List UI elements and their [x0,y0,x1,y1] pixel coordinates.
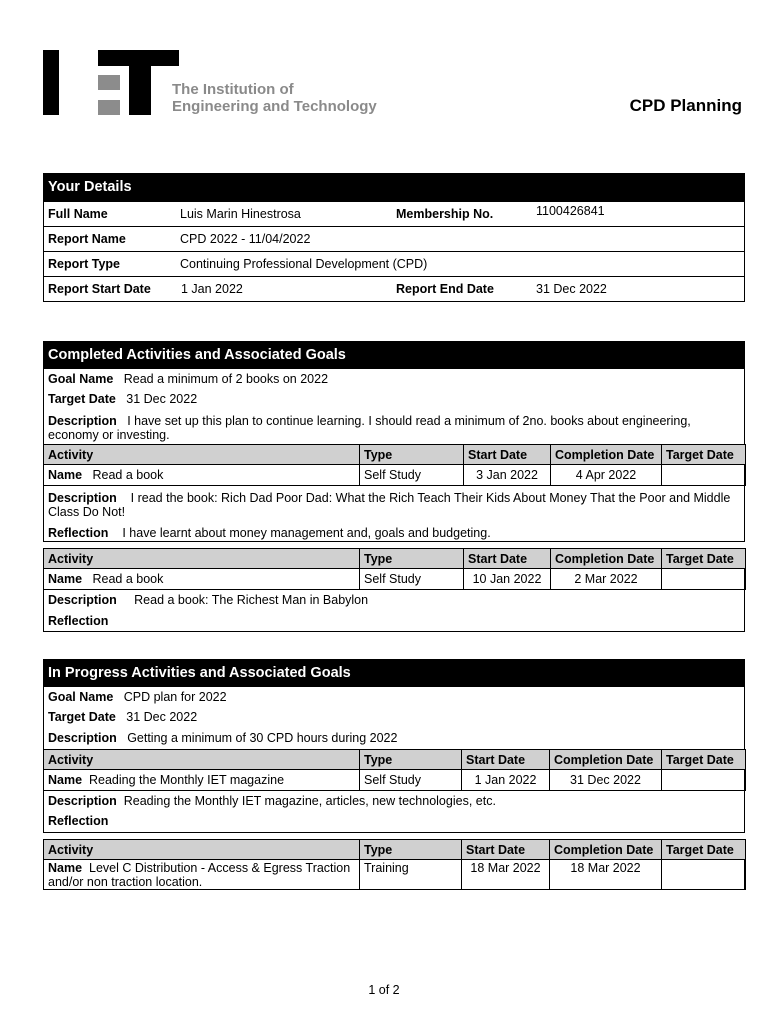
activity-type: Training [360,860,462,890]
field-label: Description [48,593,117,607]
field-label: Goal Name [48,690,114,704]
goal-name-line [44,687,744,707]
field-label: Name [48,773,83,787]
activity-row [44,569,746,590]
col-activity: Activity [44,549,360,569]
activity-type: Self Study [360,569,464,590]
field-label: Membership No. [396,207,494,221]
field-label: Target Date [48,710,116,724]
activity-reflection [48,814,740,828]
activity-name-cell [44,860,360,890]
logo-e-mid [98,75,120,90]
description-value: Reading the Monthly IET magazine, articles, new technologies, etc. [123,794,496,808]
goal-name-value: CPD plan for 2022 [123,690,227,704]
goal-name-line [44,369,744,389]
activity-table [43,839,746,890]
completed-section [43,341,745,632]
in-progress-section [43,659,745,890]
col-target: Target Date [662,549,746,569]
activity-reflection [48,526,740,540]
field-label: Reflection [48,526,109,540]
activity-type: Self Study [360,465,464,486]
field-label: Report Type [48,257,120,271]
activity-target [662,465,746,486]
col-activity: Activity [44,840,360,860]
report-name-value: CPD 2022 - 11/04/2022 [180,232,311,246]
activity-details [43,791,745,833]
activity-name: Level C Distribution - Access & Egress Traction and/or non traction location. [48,861,351,889]
col-target: Target Date [662,750,746,770]
report-dates-row [44,276,744,301]
field-label: Description [48,731,117,745]
activity-name: Read a book [92,572,164,586]
report-end-value: 31 Dec 2022 [536,282,607,296]
activity-header-row [44,840,746,860]
activity-completion: 31 Dec 2022 [550,770,662,791]
activity-start: 18 Mar 2022 [462,860,550,890]
col-completion: Completion Date [551,445,662,465]
activity-target [662,770,746,791]
field-label: Description [48,414,117,428]
activity-details [43,590,745,632]
activity-details [43,486,745,542]
activity-start: 1 Jan 2022 [462,770,550,791]
goal-description [44,728,744,749]
page-number: 1 of 2 [368,983,400,997]
activity-start: 3 Jan 2022 [464,465,551,486]
col-activity: Activity [44,750,360,770]
activity-type: Self Study [360,770,462,791]
col-type: Type [360,445,464,465]
field-label: Name [48,468,83,482]
activity-name-cell [44,770,360,791]
activity-row [44,770,746,791]
logo-e-bottom [98,100,120,115]
activity-table [43,444,746,486]
target-date-value: 31 Dec 2022 [126,392,198,406]
target-date-line [44,707,744,728]
activity-target [662,569,746,590]
activity-name: Reading the Monthly IET magazine [89,773,285,787]
col-completion: Completion Date [551,549,662,569]
col-target: Target Date [662,840,746,860]
section-heading: Completed Activities and Associated Goals [44,342,744,369]
field-label: Report Name [48,232,126,246]
field-label: Reflection [48,814,109,828]
activity-header-row [44,549,746,569]
your-details-section [43,173,745,302]
activity-completion: 2 Mar 2022 [551,569,662,590]
activity-description [48,491,740,519]
full-name-row [44,201,744,226]
org-name-line2: Engineering and Technology [172,98,377,115]
field-label: Name [48,572,83,586]
report-name-row [44,226,744,251]
target-date-line [44,389,744,410]
description-value: Getting a minimum of 30 CPD hours during 2022 [127,731,398,745]
activity-name-cell [44,569,360,590]
activity-row [44,860,746,890]
field-label: Report End Date [396,282,494,296]
membership-value: 1100426841 [536,204,605,218]
activity-start: 10 Jan 2022 [464,569,551,590]
activity-row [44,465,746,486]
document-title: CPD Planning [629,96,742,115]
col-activity: Activity [44,445,360,465]
activity-reflection [48,614,740,628]
col-start: Start Date [464,445,551,465]
col-start: Start Date [462,840,550,860]
activity-name-cell [44,465,360,486]
col-type: Type [360,750,462,770]
field-label: Full Name [48,207,108,221]
activity-table [43,548,746,590]
field-label: Report Start Date [48,282,151,296]
field-label: Description [48,491,117,505]
col-completion: Completion Date [550,750,662,770]
col-start: Start Date [462,750,550,770]
reflection-value: I have learnt about money management and, goals and budgeting. [122,526,491,540]
logo-e-stem [98,50,120,66]
activity-table [43,749,746,791]
goal-description [44,410,744,444]
field-label: Reflection [48,614,109,628]
col-type: Type [360,549,464,569]
full-name-value: Luis Marin Hinestrosa [180,207,301,221]
activity-completion: 18 Mar 2022 [550,860,662,890]
col-start: Start Date [464,549,551,569]
field-label: Goal Name [48,372,114,386]
activity-description [48,794,740,808]
description-value: I have set up this plan to continue learning. I should read a minimum of 2no. books about engineering, economy or investing. [48,414,691,442]
goal-name-value: Read a minimum of 2 books on 2022 [123,372,329,386]
target-date-value: 31 Dec 2022 [126,710,198,724]
logo-i-bar [43,50,59,115]
activity-header-row [44,750,746,770]
section-heading: Your Details [44,174,744,201]
activity-target [662,860,746,890]
col-target: Target Date [662,445,746,465]
logo-t-stem [129,50,151,115]
field-label: Description [48,794,117,808]
report-type-row [44,251,744,276]
activity-name: Read a book [92,468,164,482]
field-label: Name [48,861,83,875]
activity-header-row [44,445,746,465]
report-type-value: Continuing Professional Development (CPD) [180,257,428,271]
org-name [172,81,377,115]
iet-logo [43,50,388,116]
org-name-line1: The Institution of [172,81,294,98]
col-completion: Completion Date [550,840,662,860]
activity-completion: 4 Apr 2022 [551,465,662,486]
report-start-value: 1 Jan 2022 [181,282,243,296]
section-heading: In Progress Activities and Associated Goals [44,660,744,687]
description-value: Read a book: The Richest Man in Babylon [134,593,369,607]
field-label: Target Date [48,392,116,406]
description-value: I read the book: Rich Dad Poor Dad: What the Rich Teach Their Kids About Money That the Poor and Middle Class Do Not! [48,491,731,519]
activity-description [48,593,740,607]
col-type: Type [360,840,462,860]
